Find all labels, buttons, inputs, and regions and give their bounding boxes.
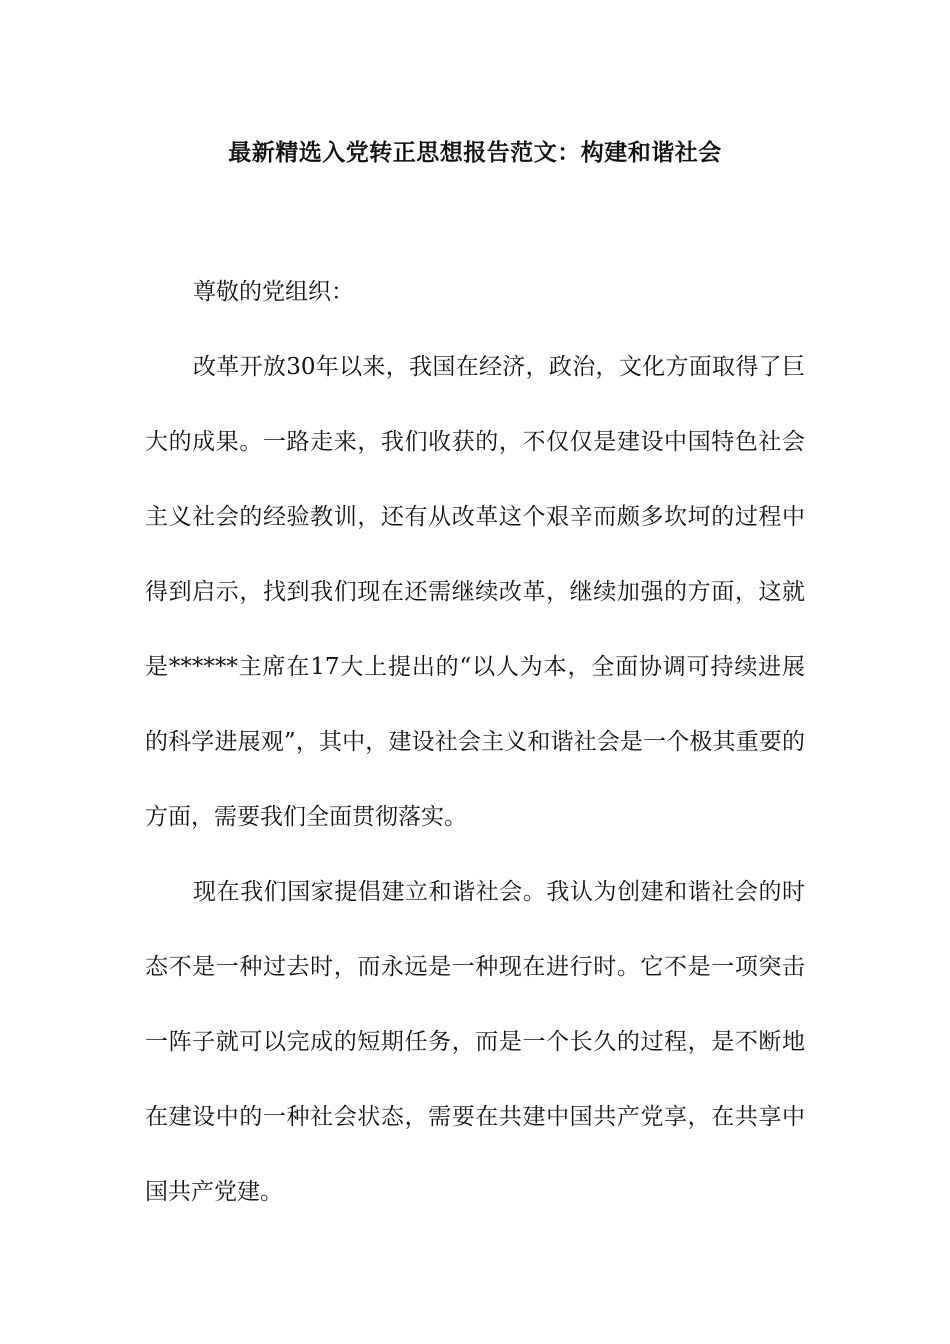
paragraph-1: 改革开放30年以来，我国在经济，政治，文化方面取得了巨大的成果。一路走来，我们收获的，不仅仅是建设中国特色社会主义社会的经验教训，还有从改革这个艰辛而颇多坎坷的过程中得到启示，找到我们现在还需继续改革，继续加强的方面，这就是******主席在17大上提出的“以人为本，全面协调可持续进展的科学进展观”，其中，建设社会主义和谐社会是一个极其重要的方面，需要我们全面贯彻落实。 — [145, 354, 805, 830]
document-body — [145, 255, 805, 1230]
salutation: 尊敬的党组织： — [193, 279, 354, 305]
document-title: 最新精选入党转正思想报告范文：构建和谐社会 — [228, 139, 722, 166]
paragraph-2: 现在我们国家提倡建立和谐社会。我认为创建和谐社会的时态不是一种过去时，而永远是一种现在进行时。它不是一项突击一阵子就可以完成的短期任务，而是一个长久的过程，是不断地在建设中的一种社会状态，需要在共建中国共产党享，在共享中国共产党建。 — [145, 879, 805, 1205]
